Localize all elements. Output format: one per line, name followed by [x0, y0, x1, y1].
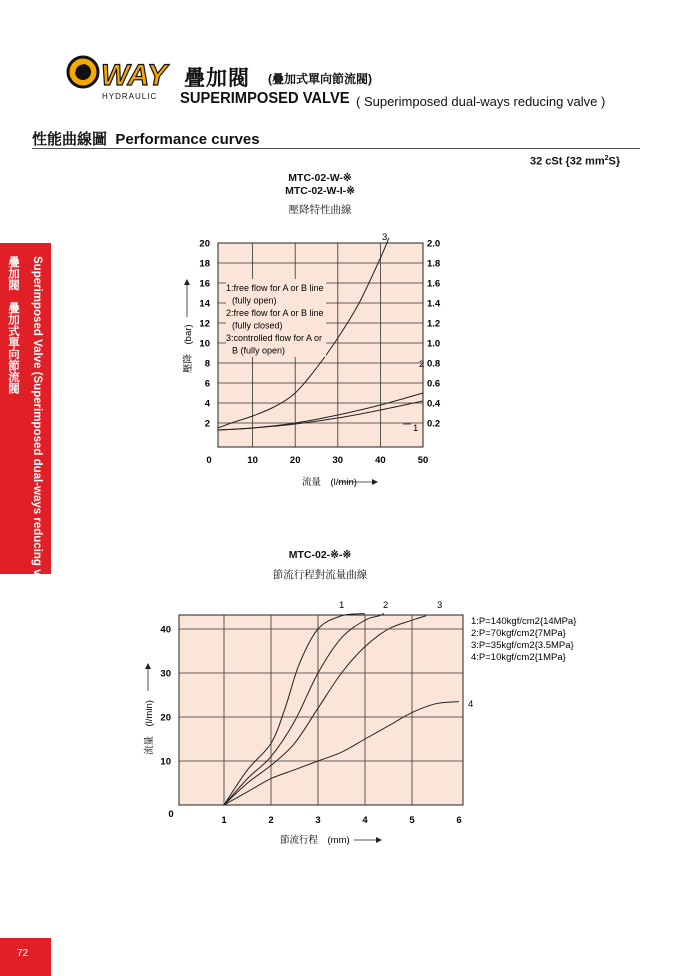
chart1-y-tick-label-right: 1.2 — [427, 318, 441, 330]
chart1-y-tick-label-right: 0.2 — [427, 418, 441, 430]
chart1-x-axis-arrowhead — [372, 479, 378, 485]
way-hydraulic-logo — [64, 52, 179, 104]
chart2-y-tick-label: 10 — [160, 756, 171, 768]
chart2-flow-vs-stroke — [130, 595, 600, 860]
chart2-y-axis-arrowhead — [145, 663, 151, 669]
chart2-legend-line: 4:P=10kgf/cm2{1MPa} — [471, 652, 566, 663]
chart1-x-tick-label: 30 — [332, 455, 344, 466]
chart1-y-tick-label-right: 0.8 — [427, 358, 441, 370]
chart1-y-tick-label-left: 8 — [204, 358, 210, 370]
chart2-legend-line: 3:P=35kgf/cm2{3.5MPa} — [471, 640, 574, 651]
chart1-y-tick-label-right: 1.4 — [427, 298, 441, 310]
chart1-x-tick-label: 20 — [289, 455, 301, 466]
chart1-legend-line: (fully open) — [232, 295, 277, 306]
chart2-caption: 節流行程對流量曲線 — [272, 569, 368, 581]
chart2-x-tick-label: 0 — [168, 809, 174, 820]
chart1-y-axis-title: 壓降 (bar) — [183, 324, 194, 373]
chart1-y-tick-label-right: 1.6 — [427, 278, 441, 290]
viscosity-label: 32 cSt {32 $mm^2S$} — [530, 155, 621, 168]
chart2-plot-area — [179, 615, 463, 805]
chart2-x-tick-label: 3 — [315, 815, 321, 826]
chart1-y-tick-label-left: 2 — [204, 418, 210, 430]
chart1-y-tick-label-right: 0.4 — [427, 398, 441, 410]
chart1-y-tick-label-left: 12 — [199, 318, 210, 330]
title-cn-sub: (疊加式單向節流閥) — [268, 72, 372, 86]
chart1-x-tick-label: 10 — [247, 455, 258, 466]
brand-text: WAY — [101, 59, 168, 92]
brand-sub-text: HYDRAULIC — [102, 92, 158, 101]
chart1-y-tick-label-left: 10 — [199, 338, 210, 350]
chart2-y-tick-label: 20 — [160, 712, 171, 724]
chart1-y-tick-label-right: 0.6 — [427, 378, 441, 390]
page-number: 72 — [17, 948, 29, 959]
chart1-y-tick-label-left: 16 — [199, 278, 210, 290]
side-tab-text-en: Superimposed Valve (Superimposed dual-ways reducing valve) — [31, 256, 43, 602]
chart2-curve-label-2: 2 — [383, 600, 389, 611]
title-en: SUPERIMPOSED VALVE — [180, 90, 350, 107]
side-tab-text-cn: 疊加閥 疊加式單向節流閥 — [7, 256, 19, 394]
chart1-y-tick-label-left: 18 — [199, 258, 210, 270]
title-cn: 疊加閥 — [184, 67, 250, 90]
chart1-x-tick-label: 40 — [375, 455, 386, 466]
chart2-legend-line: 2:P=70kgf/cm2{7MPa} — [471, 628, 566, 639]
chart1-legend-line: 1:free flow for A or B line — [226, 283, 324, 293]
chart1-x-tick-label: 50 — [417, 455, 429, 466]
title-en-sub: ( Superimposed dual-ways reducing valve ) — [356, 94, 606, 109]
chart1-curve-label-2: 2 — [419, 359, 425, 370]
chart2-x-tick-label: 1 — [221, 815, 227, 826]
chart2-curve-label-1: 1 — [339, 600, 345, 611]
chart1-caption: 壓降特性曲線 — [288, 204, 352, 216]
chart1-y-tick-label-right: 2.0 — [427, 238, 441, 250]
chart2-x-tick-label: 2 — [268, 815, 274, 826]
chart2-x-axis-title: 節流行程 (mm) — [280, 835, 350, 846]
chart2-curve-label-4: 4 — [468, 699, 474, 710]
chart1-legend-line: 3:controlled flow for A or — [226, 333, 323, 343]
chart1-y-tick-label-right: 1.0 — [427, 338, 441, 350]
chart2-y-axis-title: 流量 (l/min) — [144, 700, 155, 755]
page-number-box — [0, 938, 51, 976]
chart1-pressure-drop — [150, 225, 460, 495]
section-divider — [32, 148, 640, 149]
chart2-model: MTC-02-※-※ — [288, 549, 352, 561]
chart1-legend-line: 2:free flow for A or B line — [226, 308, 324, 318]
chart1-legend-line: (fully closed) — [232, 320, 283, 331]
chart1-y-tick-label-left: 14 — [199, 298, 210, 310]
chart1-model-1: MTC-02-W-※ — [288, 172, 352, 184]
chart1-y-tick-label-left: 6 — [204, 378, 210, 390]
chart2-curve-label-3: 3 — [437, 600, 443, 611]
chart1-legend-line: B (fully open) — [232, 345, 286, 356]
chart1-model-2: MTC-02-W-I-※ — [285, 185, 355, 197]
chart2-y-tick-label: 40 — [160, 624, 171, 636]
chart1-y-axis-arrowhead — [184, 279, 190, 285]
section-title — [32, 128, 260, 149]
chart2-x-tick-label: 5 — [409, 815, 415, 826]
chart2-x-tick-label: 4 — [362, 815, 368, 826]
chart1-curve-label-1: 1 — [413, 423, 419, 434]
section-title-en: Performance curves — [115, 131, 260, 148]
chart1-x-tick-label: 0 — [206, 455, 212, 466]
chart2-y-tick-label: 30 — [160, 668, 171, 680]
chart2-x-tick-label: 6 — [456, 815, 462, 826]
chart1-y-tick-label-left: 20 — [199, 238, 210, 250]
chart2-legend-line: 1:P=140kgf/cm2{14MPa} — [471, 616, 577, 627]
chart2-x-axis-arrowhead — [376, 837, 382, 843]
chart1-y-tick-label-left: 4 — [204, 398, 210, 410]
chart1-y-tick-label-right: 1.8 — [427, 258, 441, 270]
section-title-cn: 性能曲線圖 — [32, 131, 108, 148]
chart1-x-axis-title: 流量 (l/min) — [302, 477, 357, 488]
chart1-curve-label-3: 3 — [382, 232, 388, 243]
